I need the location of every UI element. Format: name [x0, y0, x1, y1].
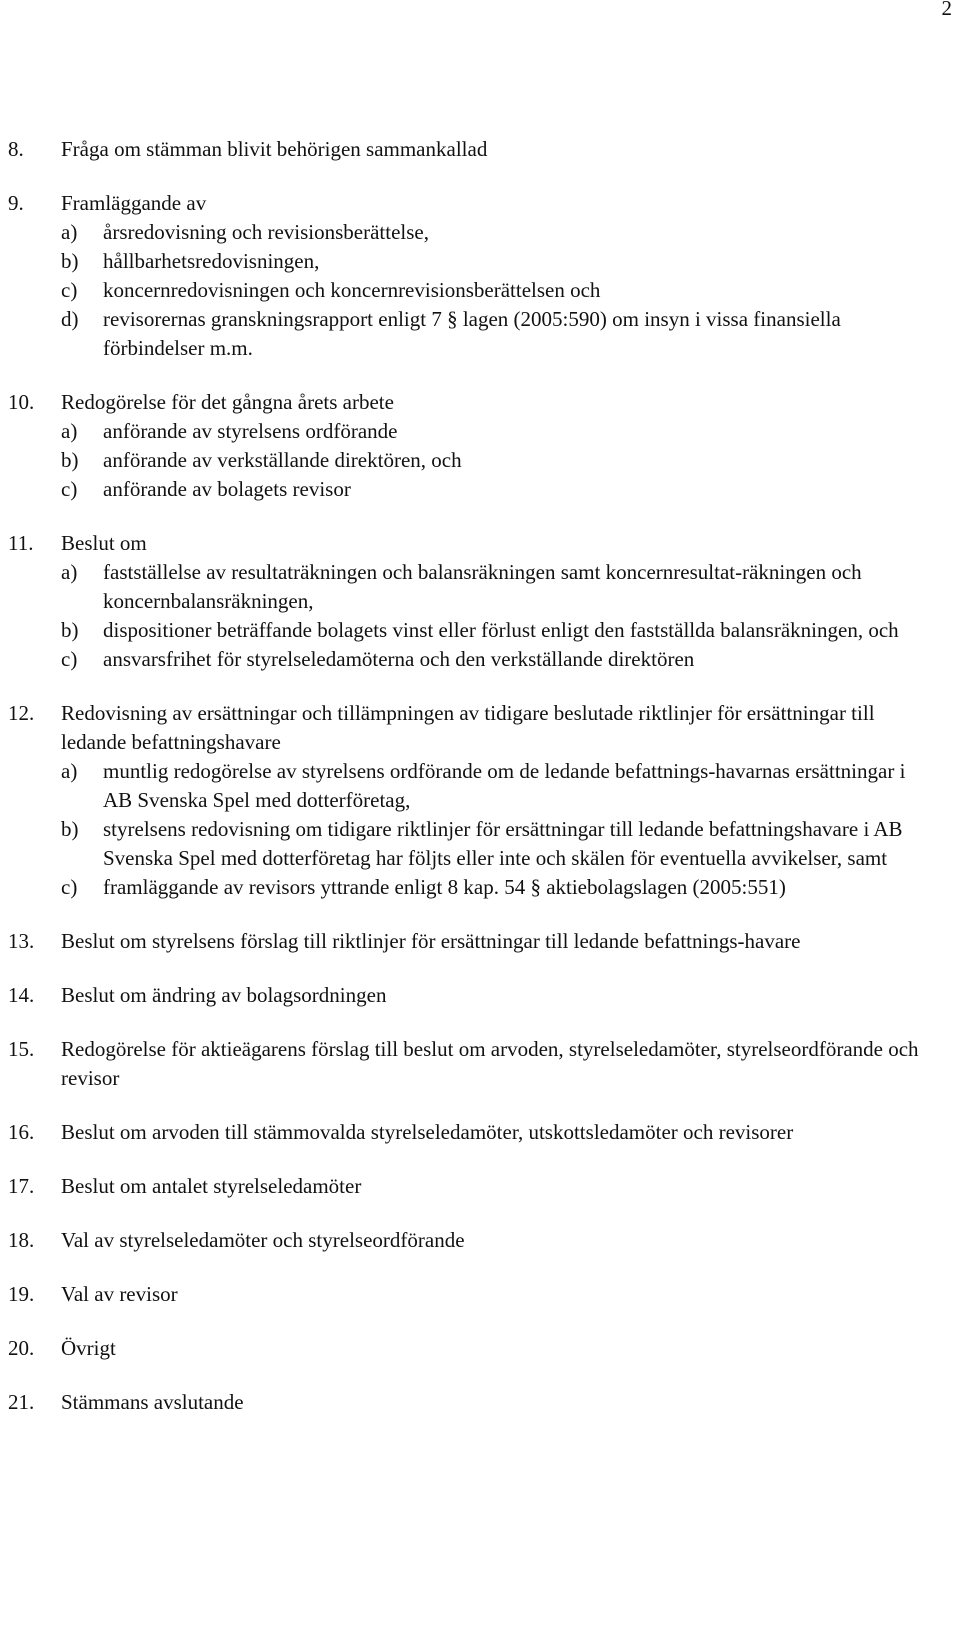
agenda-subitem [61, 446, 938, 475]
agenda-item [8, 1226, 938, 1255]
page-number: 2 [941, 0, 952, 20]
agenda-item [8, 1172, 938, 1201]
agenda-item-number: 18. [8, 1228, 35, 1252]
subitem-text: hållbarhetsredovisningen, [103, 249, 320, 273]
agenda-item-text: Övrigt [61, 1336, 116, 1360]
agenda-item-text: Val av revisor [61, 1282, 178, 1306]
agenda-subitem [61, 873, 938, 902]
agenda-subitem [61, 757, 938, 815]
agenda-subitem [61, 475, 938, 504]
subitem-text: anförande av bolagets revisor [103, 477, 351, 501]
agenda-item-number: 10. [8, 390, 35, 414]
agenda-item-number: 20. [8, 1336, 35, 1360]
agenda-item [8, 1118, 938, 1147]
agenda-subitem [61, 218, 938, 247]
agenda-list [8, 135, 938, 1442]
subitem-text: dispositioner beträffande bolagets vinst eller förlust enligt den fastställda balansräkningen, och [103, 618, 899, 642]
agenda-item [8, 927, 938, 956]
subitem-letter: c) [61, 875, 78, 899]
agenda-subitem [61, 305, 938, 363]
agenda-item-text: Beslut om arvoden till stämmovalda styrelseledamöter, utskottsledamöter och revisorer [61, 1120, 794, 1144]
subitem-text: ansvarsfrihet för styrelseledamöterna och den verkställande direktören [103, 647, 695, 671]
agenda-item [8, 388, 938, 504]
agenda-subitem [61, 417, 938, 446]
agenda-item-text: Beslut om [61, 531, 147, 555]
subitem-letter: c) [61, 477, 78, 501]
subitem-letter: d) [61, 307, 79, 331]
subitem-letter: c) [61, 278, 78, 302]
subitem-letter: b) [61, 618, 79, 642]
agenda-item-text: Val av styrelseledamöter och styrelseordförande [61, 1228, 465, 1252]
subitem-letter: c) [61, 647, 78, 671]
agenda-item [8, 1334, 938, 1363]
subitem-letter: b) [61, 448, 79, 472]
agenda-subitem [61, 276, 938, 305]
subitem-text: koncernredovisningen och koncernrevisionsberättelsen och [103, 278, 601, 302]
agenda-item [8, 699, 938, 902]
subitem-text: muntlig redogörelse av styrelsens ordförande om de ledande befattnings-havarnas ersättningar i AB Svenska Spel med dotterföretag, [103, 759, 906, 812]
agenda-item-number: 12. [8, 701, 35, 725]
subitem-text: styrelsens redovisning om tidigare riktlinjer för ersättningar till ledande befattningshavare i AB Svenska Spel med dotterföretag har följts eller inte och skälen för eventuella avvikelser, samt [103, 817, 903, 870]
agenda-item [8, 1280, 938, 1309]
agenda-item-number: 17. [8, 1174, 35, 1198]
subitem-text: anförande av styrelsens ordförande [103, 419, 398, 443]
agenda-subitem [61, 616, 938, 645]
subitem-text: framläggande av revisors yttrande enligt 8 kap. 54 § aktiebolagslagen (2005:551) [103, 875, 786, 899]
subitem-letter: a) [61, 759, 78, 783]
subitem-text: årsredovisning och revisionsberättelse, [103, 220, 429, 244]
agenda-item-text: Beslut om ändring av bolagsordningen [61, 983, 387, 1007]
agenda-item-text: Framläggande av [61, 191, 207, 215]
subitem-letter: a) [61, 419, 78, 443]
subitem-letter: a) [61, 560, 78, 584]
agenda-item-number: 11. [8, 531, 34, 555]
subitem-text: anförande av verkställande direktören, och [103, 448, 462, 472]
agenda-item-text: Redovisning av ersättningar och tillämpningen av tidigare beslutade riktlinjer för ersättningar till ledande befattningshavare [61, 701, 875, 754]
agenda-item [8, 1035, 938, 1093]
agenda-item-text: Beslut om antalet styrelseledamöter [61, 1174, 362, 1198]
agenda-item [8, 189, 938, 363]
agenda-item-number: 14. [8, 983, 35, 1007]
agenda-subitem [61, 558, 938, 616]
agenda-item [8, 981, 938, 1010]
agenda-item-text: Beslut om styrelsens förslag till riktlinjer för ersättningar till ledande befattnings-havare [61, 929, 801, 953]
agenda-item-number: 15. [8, 1037, 35, 1061]
subitem-letter: a) [61, 220, 78, 244]
subitem-letter: b) [61, 249, 79, 273]
agenda-item [8, 529, 938, 674]
subitem-letter: b) [61, 817, 79, 841]
agenda-item-number: 19. [8, 1282, 35, 1306]
agenda-subitem [61, 645, 938, 674]
agenda-item-number: 8. [8, 137, 24, 161]
agenda-item-number: 13. [8, 929, 35, 953]
agenda-item-number: 9. [8, 191, 24, 215]
agenda-item-number: 16. [8, 1120, 35, 1144]
agenda-item [8, 135, 938, 164]
subitem-text: fastställelse av resultaträkningen och balansräkningen samt koncernresultat-räkningen och koncernbalansräkningen, [103, 560, 862, 613]
agenda-item-text: Stämmans avslutande [61, 1390, 244, 1414]
agenda-subitem [61, 247, 938, 276]
agenda-item-number: 21. [8, 1390, 35, 1414]
agenda-item-text: Redogörelse för det gångna årets arbete [61, 390, 394, 414]
agenda-item-text: Redogörelse för aktieägarens förslag till beslut om arvoden, styrelseledamöter, styrelseordförande och revisor [61, 1037, 919, 1090]
agenda-item [8, 1388, 938, 1417]
subitem-text: revisorernas granskningsrapport enligt 7 § lagen (2005:590) om insyn i vissa finansiella förbindelser m.m. [103, 307, 841, 360]
agenda-subitem [61, 815, 938, 873]
agenda-item-text: Fråga om stämman blivit behörigen sammankallad [61, 137, 488, 161]
